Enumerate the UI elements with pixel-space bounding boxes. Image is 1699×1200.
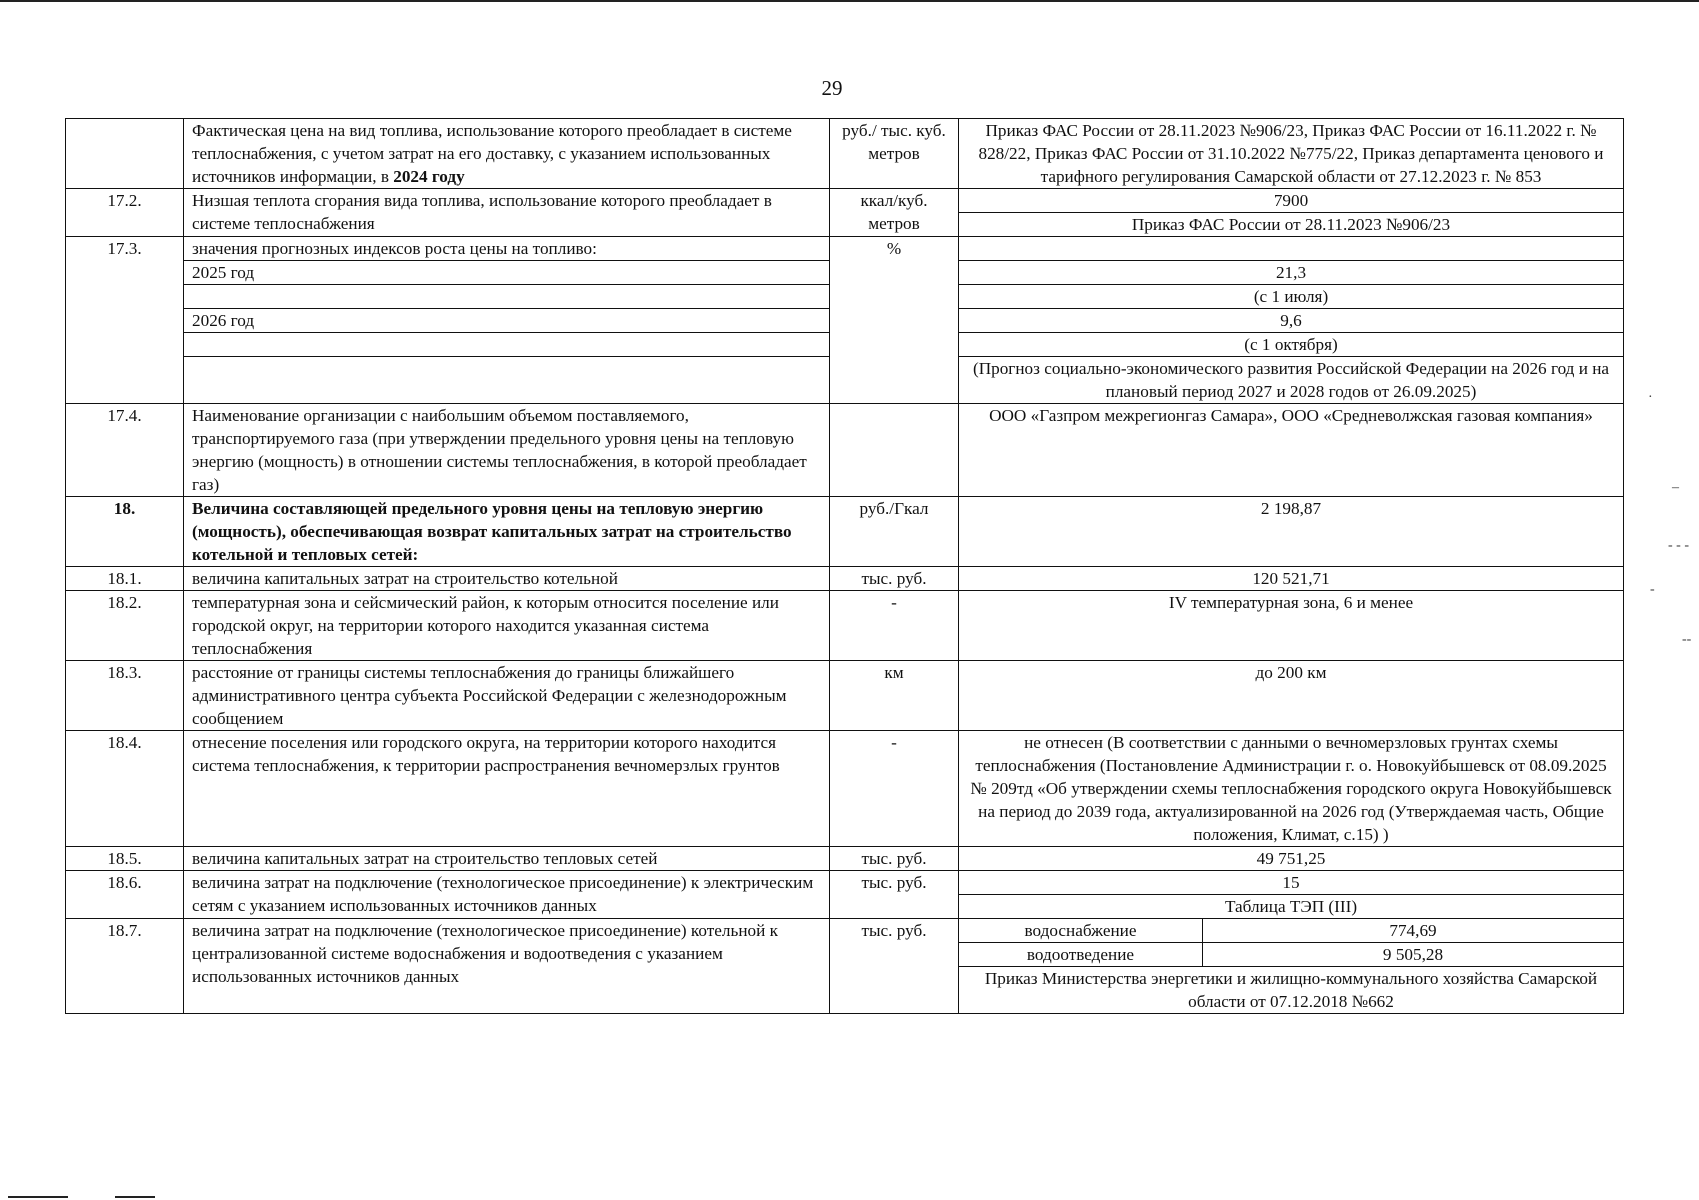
row-number [66,119,184,189]
row-value: 7900 [959,189,1624,213]
row-description: величина затрат на подключение (технологическое присоединение) к электрическим сетям с указанием использованных источников данных [184,871,830,919]
table-row [66,731,1624,847]
forecast-value: 9,6 [959,309,1624,333]
row-value: 49 751,25 [959,847,1624,871]
table-row [66,871,1624,895]
row-description: Низшая теплота сгорания вида топлива, использование которого преобладает в системе теплоснабжения [184,189,830,237]
row-description-empty [184,285,830,309]
row-value-empty [959,237,1624,261]
row-value: IV температурная зона, 6 и менее [959,591,1624,661]
row-description: величина капитальных затрат на строительство тепловых сетей [184,847,830,871]
row-description: величина затрат на подключение (технологическое присоединение) котельной к централизованной системе водоснабжения и водоотведения с указанием использованных источников данных [184,919,830,1014]
row-value: 120 521,71 [959,567,1624,591]
row-value: ООО «Газпром межрегионгаз Самара», ООО «Средневолжская газовая компания» [959,404,1624,497]
row-unit: тыс. руб. [830,919,959,1014]
row-number: 18. [66,497,184,567]
row-description: Фактическая цена на вид топлива, использование которого преобладает в системе теплоснабжения, с учетом затрат на его доставку, с указанием использованных источников информации, в 2024 году [184,119,830,189]
forecast-note: (с 1 июля) [959,285,1624,309]
row-unit: ккал/куб. метров [830,189,959,237]
row-source: Приказ ФАС России от 28.11.2023 №906/23 [959,213,1624,237]
row-description: Наименование организации с наибольшим объемом поставляемого, транспортируемого газа (при утверждении предельного уровня цены на тепловую энергию (мощность) в отношении системы теплоснабжения, в которой преобладает газ) [184,404,830,497]
row-value: 15 [959,871,1624,895]
row-number: 18.5. [66,847,184,871]
scan-edge-bottom-left-2 [115,1196,155,1198]
row-description-empty [184,357,830,404]
row-source: (Прогноз социально-экономического развития Российской Федерации на 2026 год и на плановый период 2027 и 2028 годов от 26.09.2025) [959,357,1624,404]
table-row [66,661,1624,731]
scan-speck: -- [1682,632,1692,647]
water-supply-label: водоснабжение [959,919,1203,943]
row-unit: км [830,661,959,731]
table-row [66,119,1624,189]
row-number: 18.1. [66,567,184,591]
row-description: расстояние от границы системы теплоснабжения до границы ближайшего административного центра субъекта Российской Федерации с железнодорожным сообщением [184,661,830,731]
row-unit: руб./ тыс. куб. метров [830,119,959,189]
forecast-value: 21,3 [959,261,1624,285]
forecast-year: 2025 год [184,261,830,285]
tariff-parameters-table [65,118,1624,1014]
scan-speck: - - - [1668,538,1689,553]
row-description: Величина составляющей предельного уровня цены на тепловую энергию (мощность), обеспечивающая возврат капитальных затрат на строительство котельной и тепловых сетей: [184,497,830,567]
row-value: Приказ ФАС России от 28.11.2023 №906/23, Приказ ФАС России от 16.11.2022 г. № 828/22, Приказ ФАС России от 31.10.2022 №775/22, Приказ департамента ценового и тарифного регулирования Самарской области от 27.12.2023 г. № 853 [959,119,1624,189]
forecast-year: 2026 год [184,309,830,333]
row-value: 2 198,87 [959,497,1624,567]
sewerage-value: 9 505,28 [1203,943,1624,967]
water-supply-value: 774,69 [1203,919,1624,943]
table-row [66,189,1624,213]
row-source: Приказ Министерства энергетики и жилищно-коммунального хозяйства Самарской области от 07.12.2018 №662 [959,967,1624,1014]
row-unit: тыс. руб. [830,871,959,919]
page-number: 29 [821,76,843,100]
table-row [66,497,1624,567]
row-number: 18.3. [66,661,184,731]
row-number: 18.4. [66,731,184,847]
row-description-empty [184,333,830,357]
row-description: значения прогнозных индексов роста цены на топливо: [184,237,830,261]
row-value: до 200 км [959,661,1624,731]
row-description: отнесение поселения или городского округа, на территории которого находится система теплоснабжения, к территории распространения вечномерзлых грунтов [184,731,830,847]
table-row [66,237,1624,261]
row-unit: тыс. руб. [830,567,959,591]
row-number: 17.2. [66,189,184,237]
row-description: температурная зона и сейсмический район, к которым относится поселение или городской округ, на территории которого находится указанная система теплоснабжения [184,591,830,661]
row-unit: тыс. руб. [830,847,959,871]
row-number: 17.3. [66,237,184,404]
table-row [66,567,1624,591]
row-number: 18.2. [66,591,184,661]
scan-edge-top [0,0,1699,2]
row-number: 18.6. [66,871,184,919]
forecast-note: (с 1 октября) [959,333,1624,357]
row-unit: руб./Гкал [830,497,959,567]
row-number: 18.7. [66,919,184,1014]
sewerage-label: водоотведение [959,943,1203,967]
scan-edge-bottom-left [8,1196,68,1198]
row-value: не отнесен (В соответствии с данными о вечномерзловых грунтах схемы теплоснабжения (Постановление Администрации г. о. Новокуйбышевск от 08.09.2025 № 209тд «Об утверждении схемы теплоснабжения городского округа Новокуйбышевск на период до 2039 года, актуализированной на 2026 год (Утверждаемая часть, Общие положения, Климат, с.15) ) [959,731,1624,847]
row-unit: - [830,731,959,847]
row-unit [830,404,959,497]
table-row [66,919,1624,943]
scan-speck: - [1650,582,1655,597]
row-unit: - [830,591,959,661]
row-number: 17.4. [66,404,184,497]
table-row [66,847,1624,871]
table-row [66,591,1624,661]
scan-speck: · [1648,390,1653,405]
row-unit: % [830,237,959,404]
row-source: Таблица ТЭП (III) [959,895,1624,919]
row-description: величина капитальных затрат на строительство котельной [184,567,830,591]
table-row [66,404,1624,497]
scan-speck: – [1672,480,1679,495]
